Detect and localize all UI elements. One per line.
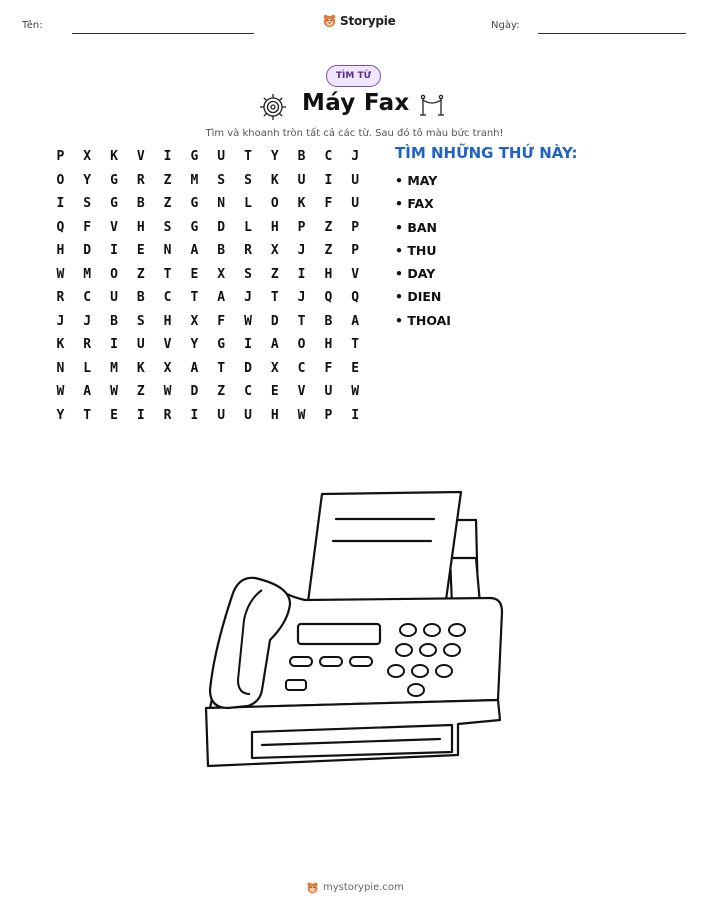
grid-letter[interactable]: K bbox=[270, 172, 279, 188]
grid-letter[interactable]: J bbox=[351, 149, 360, 164]
word-list bbox=[395, 169, 451, 332]
name-line[interactable] bbox=[72, 33, 254, 34]
grid-letter[interactable]: I bbox=[244, 337, 252, 352]
grid-letter[interactable]: T bbox=[217, 360, 226, 376]
word-item: • DAY bbox=[395, 266, 436, 282]
grid-letter[interactable]: Z bbox=[163, 196, 172, 211]
grid-letter[interactable]: O bbox=[110, 266, 118, 282]
grid-letter[interactable]: W bbox=[244, 313, 252, 329]
grid-letter[interactable]: X bbox=[163, 360, 172, 376]
grid-letter[interactable]: R bbox=[244, 243, 252, 258]
grid-letter[interactable]: J bbox=[297, 290, 306, 305]
grid-letter[interactable]: U bbox=[244, 407, 252, 423]
grid-letter[interactable]: P bbox=[351, 243, 360, 258]
grid-letter[interactable]: D bbox=[217, 219, 226, 235]
grid-letter[interactable]: P bbox=[324, 407, 333, 423]
footer-url[interactable]: mystorypie.com bbox=[323, 882, 404, 893]
grid-letter[interactable]: M bbox=[110, 360, 118, 376]
grid-letter[interactable]: P bbox=[297, 219, 306, 235]
grid-letter[interactable]: W bbox=[110, 384, 118, 399]
grid-letter[interactable]: C bbox=[244, 384, 252, 399]
grid-letter[interactable]: B bbox=[110, 313, 118, 329]
grid-letter[interactable]: V bbox=[163, 337, 172, 352]
grid-letter[interactable]: J bbox=[244, 290, 252, 305]
grid-letter[interactable]: L bbox=[83, 360, 92, 376]
grid-letter[interactable]: H bbox=[270, 407, 279, 423]
grid-letter[interactable]: G bbox=[190, 149, 199, 164]
rope-barrier-icon bbox=[419, 94, 445, 118]
grid-letter[interactable]: E bbox=[351, 360, 360, 376]
grid-letter[interactable]: P bbox=[351, 219, 360, 235]
grid-letter[interactable]: Q bbox=[56, 219, 65, 235]
grid-letter[interactable]: U bbox=[110, 290, 118, 305]
grid-letter[interactable]: Z bbox=[270, 266, 279, 282]
grid-letter[interactable]: C bbox=[163, 290, 172, 305]
grid-letter[interactable]: T bbox=[351, 337, 360, 352]
brand-name: Storypie bbox=[340, 13, 396, 28]
grid-letter[interactable]: Z bbox=[163, 172, 172, 188]
grid-letter[interactable]: T bbox=[297, 313, 306, 329]
date-label: Ngày: bbox=[491, 20, 520, 31]
grid-letter[interactable]: N bbox=[217, 196, 226, 211]
grid-letter[interactable]: I bbox=[351, 407, 360, 423]
word-item: • FAX bbox=[395, 196, 434, 212]
grid-letter[interactable]: I bbox=[136, 407, 145, 423]
grid-letter[interactable]: D bbox=[190, 384, 199, 399]
grid-letter[interactable]: T bbox=[163, 266, 172, 282]
grid-letter[interactable]: X bbox=[270, 243, 279, 258]
grid-letter[interactable]: W bbox=[56, 266, 65, 282]
grid-letter[interactable]: E bbox=[110, 407, 118, 423]
grid-letter[interactable]: T bbox=[270, 290, 279, 305]
grid-letter[interactable]: Z bbox=[324, 219, 333, 235]
grid-letter[interactable]: U bbox=[351, 172, 360, 188]
grid-letter[interactable]: A bbox=[190, 243, 199, 258]
grid-letter[interactable]: Y bbox=[56, 407, 65, 423]
grid-letter[interactable]: J bbox=[297, 243, 306, 258]
grid-letter[interactable]: J bbox=[56, 313, 65, 329]
grid-letter[interactable]: N bbox=[163, 243, 172, 258]
grid-letter[interactable]: A bbox=[270, 337, 279, 352]
grid-letter[interactable]: L bbox=[244, 219, 252, 235]
grid-letter[interactable]: E bbox=[270, 384, 279, 399]
grid-letter[interactable]: Z bbox=[217, 384, 226, 399]
grid-letter[interactable]: X bbox=[190, 313, 199, 329]
fax-machine-illustration[interactable] bbox=[200, 488, 510, 770]
word-item: • THU bbox=[395, 242, 437, 258]
grid-letter[interactable]: A bbox=[83, 384, 92, 399]
grid-letter[interactable]: W bbox=[297, 407, 306, 423]
gear-icon bbox=[258, 92, 288, 122]
word-list-title: TÌM NHỮNG THỨ NÀY: bbox=[395, 144, 578, 162]
grid-letter[interactable]: B bbox=[136, 290, 145, 305]
grid-letter[interactable]: F bbox=[217, 313, 226, 329]
grid-letter[interactable]: G bbox=[110, 196, 118, 211]
grid-letter[interactable]: C bbox=[324, 149, 333, 164]
grid-letter[interactable]: Z bbox=[324, 243, 333, 258]
grid-letter[interactable]: B bbox=[217, 243, 226, 258]
grid-letter[interactable]: J bbox=[83, 313, 92, 329]
grid-letter[interactable]: F bbox=[83, 219, 92, 235]
grid-letter[interactable]: H bbox=[136, 219, 145, 235]
grid-letter[interactable]: I bbox=[56, 196, 65, 211]
grid-letter[interactable]: S bbox=[163, 219, 172, 235]
grid-letter[interactable]: F bbox=[324, 360, 333, 376]
grid-letter[interactable]: U bbox=[217, 407, 226, 423]
grid-letter[interactable]: A bbox=[351, 313, 360, 329]
word-item: • THOAI bbox=[395, 312, 451, 328]
grid-letter[interactable]: U bbox=[217, 149, 226, 164]
grid-letter[interactable]: I bbox=[110, 337, 118, 352]
grid-letter[interactable]: H bbox=[163, 313, 172, 329]
grid-letter[interactable]: R bbox=[83, 337, 92, 352]
grid-letter[interactable]: U bbox=[136, 337, 145, 352]
grid-letter[interactable]: Y bbox=[270, 149, 279, 164]
grid-letter[interactable]: H bbox=[270, 219, 279, 235]
grid-letter[interactable]: R bbox=[56, 290, 65, 305]
footer bbox=[306, 881, 404, 894]
grid-letter[interactable]: O bbox=[56, 172, 65, 188]
grid-letter[interactable]: O bbox=[270, 196, 279, 211]
grid-letter[interactable]: H bbox=[324, 337, 333, 352]
grid-letter[interactable]: S bbox=[244, 172, 252, 188]
grid-letter[interactable]: S bbox=[83, 196, 92, 211]
grid-letter[interactable]: T bbox=[83, 407, 92, 423]
date-line[interactable] bbox=[538, 33, 686, 34]
grid-letter[interactable]: I bbox=[297, 266, 306, 282]
storypie-mascot-icon bbox=[322, 13, 337, 28]
grid-letter[interactable]: E bbox=[136, 243, 145, 258]
grid-letter[interactable]: I bbox=[190, 407, 199, 423]
grid-letter[interactable]: L bbox=[244, 196, 252, 211]
grid-letter[interactable]: G bbox=[217, 337, 226, 352]
grid-letter[interactable]: V bbox=[297, 384, 306, 399]
grid-letter[interactable]: O bbox=[297, 337, 306, 352]
name-label: Tên: bbox=[22, 20, 43, 31]
grid-letter[interactable]: P bbox=[56, 149, 65, 164]
word-item: • MAY bbox=[395, 173, 438, 188]
grid-letter[interactable]: R bbox=[136, 172, 145, 188]
grid-letter[interactable]: T bbox=[190, 290, 199, 305]
grid-letter[interactable]: B bbox=[324, 313, 333, 329]
grid-letter[interactable]: Z bbox=[136, 266, 145, 282]
grid-letter[interactable]: K bbox=[110, 149, 118, 164]
grid-letter[interactable]: V bbox=[351, 266, 360, 282]
grid-letter[interactable]: W bbox=[56, 384, 65, 399]
grid-letter[interactable]: Y bbox=[83, 172, 92, 188]
grid-letter[interactable]: K bbox=[56, 337, 65, 352]
grid-letter[interactable]: X bbox=[83, 149, 92, 164]
grid-letter[interactable]: V bbox=[136, 149, 145, 164]
grid-letter[interactable]: C bbox=[83, 290, 92, 305]
grid-letter[interactable]: Q bbox=[351, 290, 360, 305]
grid-letter[interactable]: N bbox=[56, 360, 65, 376]
grid-letter[interactable]: D bbox=[270, 313, 279, 329]
grid-letter[interactable]: I bbox=[110, 243, 118, 258]
grid-letter[interactable]: D bbox=[244, 360, 252, 376]
grid-letter[interactable]: G bbox=[190, 219, 199, 235]
grid-letter[interactable]: Q bbox=[324, 290, 333, 305]
grid-letter[interactable]: I bbox=[163, 149, 172, 164]
grid-letter[interactable]: X bbox=[217, 266, 226, 282]
grid-letter[interactable]: K bbox=[136, 360, 145, 376]
grid-letter[interactable]: H bbox=[56, 243, 65, 258]
grid-letter[interactable]: S bbox=[244, 266, 252, 282]
grid-letter[interactable]: B bbox=[297, 149, 306, 164]
grid-letter[interactable]: C bbox=[297, 360, 306, 376]
grid-letter[interactable]: U bbox=[324, 384, 333, 399]
storypie-mascot-icon bbox=[306, 881, 319, 894]
grid-letter[interactable]: F bbox=[324, 196, 333, 211]
grid-letter[interactable]: Z bbox=[136, 384, 145, 399]
word-item: • DIEN bbox=[395, 289, 442, 305]
instructions: Tìm và khoanh tròn tất cả các từ. Sau đó tô màu bức tranh! bbox=[205, 128, 504, 139]
word-item: • BAN bbox=[395, 219, 438, 235]
grid-letter[interactable]: M bbox=[190, 172, 199, 188]
grid-letter[interactable]: G bbox=[190, 196, 199, 211]
grid-letter[interactable]: W bbox=[163, 384, 172, 399]
grid-letter[interactable]: R bbox=[163, 407, 172, 423]
grid-letter[interactable]: T bbox=[244, 149, 252, 164]
grid-letter[interactable]: B bbox=[136, 196, 145, 211]
grid-letter[interactable]: S bbox=[217, 172, 226, 188]
grid-letter[interactable]: X bbox=[270, 360, 279, 376]
grid-letter[interactable]: I bbox=[324, 172, 333, 188]
page-title: Máy Fax bbox=[302, 90, 410, 116]
grid-letter[interactable]: E bbox=[190, 266, 199, 282]
grid-letter[interactable]: U bbox=[297, 172, 306, 188]
grid-letter[interactable]: W bbox=[351, 384, 360, 399]
brand-logo bbox=[322, 13, 396, 28]
grid-letter[interactable]: D bbox=[83, 243, 92, 258]
grid-letter[interactable]: G bbox=[110, 172, 118, 188]
grid-letter[interactable]: A bbox=[190, 360, 199, 376]
grid-letter[interactable]: K bbox=[297, 196, 306, 211]
word-search-badge: TÌM TỪ bbox=[326, 65, 381, 87]
grid-letter[interactable]: Y bbox=[190, 337, 199, 352]
grid-letter[interactable]: A bbox=[217, 290, 226, 305]
grid-letter[interactable]: U bbox=[351, 196, 360, 211]
grid-letter[interactable]: H bbox=[324, 266, 333, 282]
grid-letter[interactable]: M bbox=[83, 266, 92, 282]
grid-letter[interactable]: V bbox=[110, 219, 118, 235]
grid-letter[interactable]: S bbox=[136, 313, 145, 329]
